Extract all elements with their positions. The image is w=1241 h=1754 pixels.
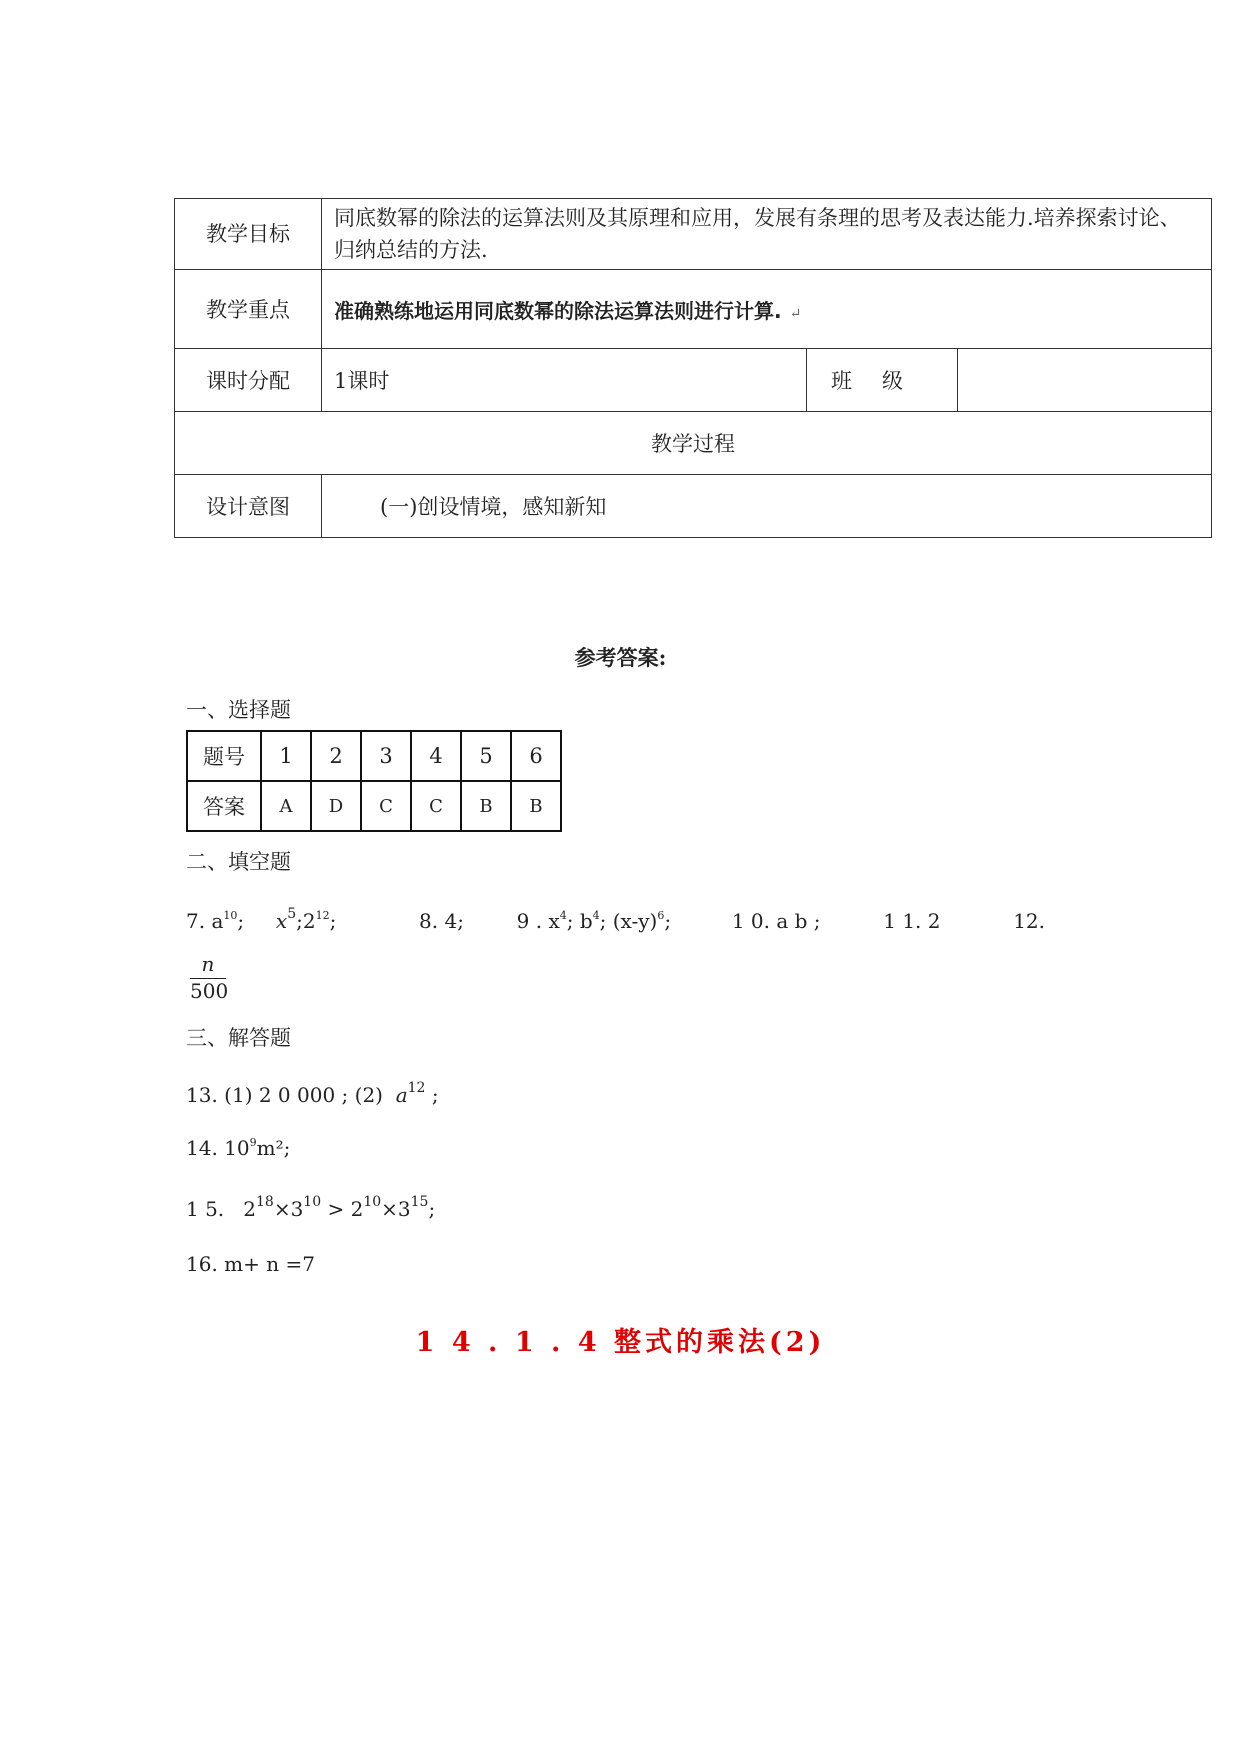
- q-number: 5: [461, 731, 511, 781]
- q-number: 1: [261, 731, 311, 781]
- q11-answer: 1 1. 2: [883, 909, 941, 933]
- section-choice: 一、选择题: [186, 698, 291, 722]
- table-answer-label: 答案: [187, 781, 261, 831]
- q10-answer: 1 0. a b ;: [731, 909, 821, 933]
- section-fill: 二、填空题: [186, 850, 291, 874]
- period-label: 课时分配: [175, 349, 322, 412]
- focus-label: 教学重点: [175, 270, 322, 349]
- class-label-cell: [807, 349, 958, 412]
- design-text: (一)创设情境，感知新知: [322, 475, 1212, 538]
- q16-answer: 16. m+ n =7: [186, 1252, 315, 1276]
- fill-answers-line: [186, 906, 1045, 933]
- choice-answer-table: [186, 730, 562, 832]
- q8-answer: 8. 4;: [419, 909, 464, 933]
- class-label: 班级: [831, 369, 933, 393]
- next-section-title: 1 4 . 1 . 4 整式的乘法(2): [415, 1327, 826, 1358]
- focus-text: 准确熟练地运用同底数幂的除法运算法则进行计算.: [334, 298, 782, 323]
- q-answer: C: [361, 781, 411, 831]
- design-label: 设计意图: [175, 475, 322, 538]
- section-solve: 三、解答题: [186, 1026, 291, 1050]
- q-number: 4: [411, 731, 461, 781]
- table-header-label: 题号: [187, 731, 261, 781]
- q-answer: C: [411, 781, 461, 831]
- q-answer: A: [261, 781, 311, 831]
- q-number: 2: [311, 731, 361, 781]
- q7-answer: 7. $a^{10}$; $x^5;2^{12}$;: [186, 906, 337, 933]
- lesson-plan-table: [174, 198, 1212, 538]
- paragraph-mark-icon: ↵: [789, 305, 802, 322]
- period-value: 1课时: [322, 349, 807, 412]
- q-number: 3: [361, 731, 411, 781]
- focus-cell: [322, 270, 1212, 349]
- answers-title: 参考答案:: [574, 645, 667, 670]
- q14-answer: 14. $10^9m^2$;: [186, 1136, 291, 1160]
- fraction-numerator: n: [190, 952, 226, 979]
- process-label: 教学过程: [175, 412, 1212, 475]
- fraction-denominator: 500: [190, 979, 229, 1003]
- q13-answer: 13. (1) 2 0 000 ; (2) $a^{12}$ ;: [186, 1080, 439, 1107]
- q9-answer: 9 . $x^4$; $b^4$; $(x-y)^6$;: [516, 909, 672, 933]
- class-value: [958, 349, 1212, 412]
- q12-fraction: [190, 952, 229, 1003]
- q-number: 6: [511, 731, 561, 781]
- q12-answer: 12.: [1013, 909, 1046, 933]
- goal-text: 同底数幂的除法的运算法则及其原理和应用，发展有条理的思考及表达能力.培养探索讨论、归纳总结的方法.: [322, 199, 1212, 270]
- q-answer: B: [461, 781, 511, 831]
- q-answer: D: [311, 781, 361, 831]
- goal-label: 教学目标: [175, 199, 322, 270]
- q15-answer: 1 5. $2^{18}\times 3^{10} > 2^{10}\times 3^{15}$;: [186, 1194, 436, 1221]
- q-answer: B: [511, 781, 561, 831]
